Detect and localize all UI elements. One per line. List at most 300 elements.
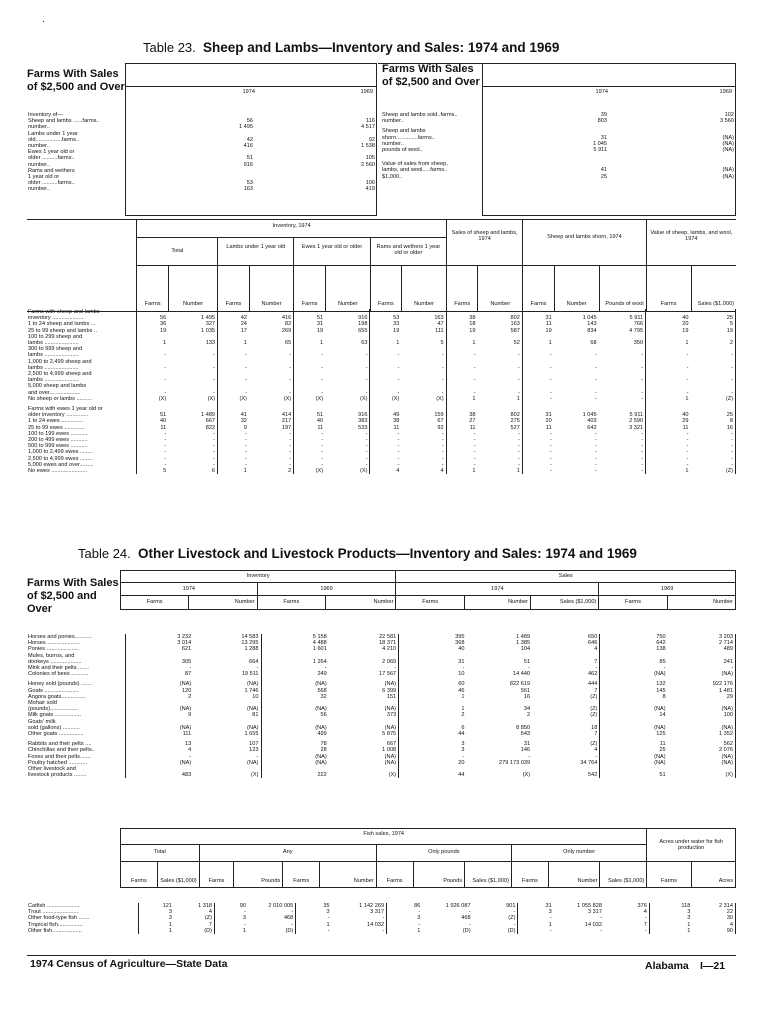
cell-value: - [289, 352, 292, 359]
hdr24-sales-1969: 1969 [599, 583, 736, 596]
cell-value: 444 [588, 681, 598, 688]
cell-value: 1 926 087 [445, 903, 471, 909]
cell-value: 1 [370, 340, 401, 346]
fish-hdr-sales: Sales ($1,000) [157, 862, 199, 888]
cell-value: 53 [370, 315, 401, 321]
cell-value: - [294, 456, 325, 462]
fish-hdr-only-number: Only number [511, 845, 646, 862]
cell-value: - [646, 462, 691, 468]
cell-value: - [294, 449, 325, 455]
cell-value: - [641, 352, 644, 359]
cell-value: 7 [594, 658, 598, 665]
cell-value: - [291, 921, 294, 928]
cell-value: 107 [249, 741, 259, 748]
cell-value: (X) [436, 395, 444, 402]
cell-value: 4 210 [382, 646, 397, 653]
fish-header [120, 828, 736, 888]
cell-value: - [600, 665, 668, 671]
cell-value: 4 [208, 909, 213, 916]
cell-value: 667 [386, 741, 397, 748]
cell-value: 642 [587, 424, 597, 431]
cell-value: 28 [261, 747, 329, 753]
cell-value: (NA) [261, 754, 329, 760]
cell-value: 3 317 [370, 909, 385, 916]
row-label: older ..........farms.. [28, 155, 75, 162]
cell-value: 143 [587, 321, 597, 328]
hdr-sales-sheep: Sales of sheep and lambs, 1974 [447, 220, 523, 266]
cell-value: - [522, 377, 553, 383]
cell-value: - [594, 389, 597, 396]
hdr-value: Value of sheep, lambs, and wool, 1974 [646, 220, 736, 266]
cell-value: - [690, 377, 735, 383]
cell-value: 92 [368, 136, 375, 143]
row-label: Farms with ewes 1 year old or [28, 406, 103, 413]
row-label: No sheep or lambs .......... [28, 395, 93, 402]
cell-value: - [646, 390, 691, 396]
cell-value: 376 [637, 903, 647, 909]
cell-value: 9 [218, 425, 249, 431]
cell-value: - [513, 921, 516, 928]
cell-value: - [289, 461, 292, 468]
cell-value: - [668, 665, 736, 671]
table23-sales-table [381, 112, 736, 180]
footer-page-number: I—21 [700, 960, 726, 972]
cell-value: 4 [692, 922, 735, 928]
cell-value: 922 176 [668, 681, 736, 687]
cell-value: 2 590 [629, 418, 644, 425]
cell-value: 2 560 [361, 161, 375, 168]
cell-value: 38 [446, 315, 477, 321]
cell-value: 8 [690, 418, 735, 424]
cell-value: - [522, 456, 553, 462]
cell-value: (X) [294, 468, 325, 474]
cell-value: 67 [437, 418, 444, 425]
hdr-farms: Farms [294, 266, 325, 312]
cell-value: 3 [649, 915, 692, 921]
footer-rule [27, 955, 736, 956]
cell-value: 5 [440, 340, 444, 347]
cell-value: - [641, 468, 644, 475]
fish-hdr-sales: Fish sales, 1974 [121, 829, 647, 845]
cell-value: 1 746 [244, 687, 259, 694]
cell-value: 40 [294, 418, 325, 424]
cell-value: 4 [643, 909, 647, 916]
cell-value: - [446, 365, 477, 371]
cell-value: 4 517 [361, 124, 375, 131]
row-label: Rabbits and their pelts .... [28, 741, 92, 748]
row-label: Farms with sheep and lambs [28, 309, 100, 315]
cell-value: - [289, 437, 292, 444]
row-label: No ewes ....................... [28, 468, 88, 475]
cell-value: 30 [692, 915, 735, 921]
cell-value: (NA) [261, 706, 329, 712]
cell-value: (X) [668, 772, 736, 778]
row-label: Mohair sold [28, 700, 57, 707]
cell-value: - [370, 443, 401, 449]
cell-value: - [125, 754, 193, 760]
table23-inventory-divider [125, 86, 377, 87]
row-label: number.. [28, 143, 50, 150]
cell-value: (NA) [668, 706, 736, 712]
cell-value: (NA) [722, 134, 734, 141]
row-label: Mink and their pelts ....... [28, 665, 89, 672]
cell-value: 650 [588, 634, 598, 640]
cell-value: - [641, 395, 644, 402]
row-label: Foxes and their pelts....... [28, 753, 91, 760]
cell-value: (D) [204, 927, 213, 934]
hdr24-inv-1974: 1974 [121, 583, 258, 596]
cell-value: 19 511 [241, 671, 259, 678]
cell-value: 19 [370, 328, 401, 334]
cell-value: 750 [600, 634, 668, 640]
cell-value: 3 317 [587, 909, 602, 916]
cell-value: 249 [261, 671, 329, 677]
cell-value: 6 [211, 468, 216, 475]
cell-value: (NA) [125, 725, 193, 731]
cell-value: - [441, 389, 444, 396]
cell-value: 42 [125, 137, 255, 143]
cell-value: 3 232 [125, 634, 193, 640]
cell-value: 10 [399, 671, 467, 677]
cell-value: (NA) [261, 760, 329, 766]
cell-value: - [213, 443, 216, 450]
cell-value: - [256, 665, 259, 672]
cell-value: - [522, 390, 553, 396]
table23-year-1974-left: 1974 [242, 89, 255, 95]
cell-value: - [218, 352, 249, 358]
hdr-shorn: Sheep and lambs shorn, 1974 [523, 220, 646, 266]
cell-value: 1 035 [201, 327, 216, 334]
cell-value: 42 [218, 315, 249, 321]
cell-value: 483 [125, 772, 193, 778]
cell-value: 19 [522, 328, 553, 334]
cell-value: - [446, 352, 477, 358]
cell-value: - [213, 430, 216, 437]
row-label: number.. [28, 186, 50, 193]
cell-value: 78 [261, 741, 329, 747]
cell-value: 468 [283, 915, 294, 922]
cell-value: - [690, 431, 735, 437]
cell-value: 63 [361, 340, 368, 347]
cell-value: (NA) [384, 759, 397, 766]
cell-value: - [218, 377, 249, 383]
cell-value: 51 [294, 412, 325, 418]
cell-value: 1 [446, 340, 477, 346]
cell-value: - [370, 365, 401, 371]
cell-value: - [446, 462, 477, 468]
cell-value: - [213, 455, 216, 462]
cell-value: - [646, 352, 691, 358]
table-row [27, 468, 736, 474]
cell-value: - [218, 431, 249, 437]
row-label: Goats ...................... [28, 687, 79, 694]
cell-value: 125 [600, 731, 668, 737]
cell-value: 198 [358, 321, 368, 328]
row-label: Catfish ..................... [28, 903, 80, 909]
cell-value: 3 014 [125, 640, 193, 646]
cell-value: 87 [125, 671, 193, 677]
hdr-farms: Farms [523, 266, 554, 312]
cell-value: 1 [387, 928, 423, 934]
cell-value: 916 [358, 412, 368, 419]
cell-value: 3 [649, 909, 692, 915]
cell-value: 4 488 [261, 640, 329, 646]
cell-value: 19 [137, 328, 168, 334]
table24-heading: Other Livestock and Livestock Products—Inventory and Sales: 1974 and 1969 [138, 546, 637, 561]
cell-value: 14 [600, 712, 668, 718]
table24-stub: Farms With Sales of $2,500 and Over [27, 577, 119, 615]
row-label: Rams and wethers [28, 167, 75, 174]
cell-value: 35 [296, 903, 332, 909]
row-label: 1,000 to 2,499 sheep and [28, 358, 92, 365]
cell-value: (NA) [384, 724, 397, 731]
cell-value: - [517, 437, 520, 444]
cell-value: - [600, 927, 602, 934]
cell-value: 1 495 [201, 315, 216, 322]
cell-value: 16 [690, 425, 735, 431]
table23-stub-left: Farms With Sales of $2,500 and Over [27, 68, 125, 93]
cell-value: - [289, 430, 292, 437]
cell-value: 56 [261, 712, 329, 718]
row-label: 500 to 999 ewes ........... [28, 443, 88, 450]
cell-value: - [215, 922, 248, 928]
cell-value: - [446, 456, 477, 462]
cell-value: - [441, 377, 444, 384]
cell-value: 621 [125, 646, 193, 652]
cell-value: 33 [370, 321, 401, 327]
table23-inventory-table [27, 112, 377, 193]
cell-value: - [518, 928, 554, 934]
row-label: Sheep and lambs sold..farms.. [382, 112, 458, 118]
cell-value: - [370, 431, 401, 437]
cell-value: 414 [281, 412, 292, 419]
cell-value: - [137, 449, 168, 455]
cell-value: 5 158 [261, 634, 329, 640]
cell-value: - [387, 909, 423, 915]
cell-value: 29 [668, 694, 736, 700]
cell-value: - [690, 443, 735, 449]
cell-value: (NA) [125, 760, 193, 766]
cell-value: 3 [138, 915, 174, 921]
fish-hdr-number: Number [548, 862, 600, 888]
cell-value: - [294, 390, 325, 396]
table-row [27, 186, 377, 192]
cell-value: 31 [523, 741, 531, 748]
cell-value: (X) [359, 468, 368, 475]
cell-value: 834 [587, 327, 597, 334]
cell-value: 279 173 039 [498, 759, 531, 766]
cell-value: - [441, 461, 444, 468]
cell-value: - [594, 437, 597, 444]
cell-value: 1 [218, 468, 249, 474]
cell-value: 51 [125, 155, 255, 161]
cell-value: 25 [600, 173, 607, 180]
cell-value: 5 911 [593, 147, 607, 154]
cell-value: - [690, 390, 735, 396]
cell-value: - [256, 753, 259, 760]
cell-value: 1 [137, 340, 168, 346]
footer-state: Alabama [645, 960, 689, 972]
cell-value: (NA) [600, 754, 668, 760]
cell-value: - [646, 437, 691, 443]
table24-label: Table 24. [78, 546, 131, 561]
cell-value: 655 [358, 327, 368, 334]
cell-value: 10 [252, 693, 259, 700]
cell-value: 34 764 [580, 759, 598, 766]
row-label: donkeys .................... [28, 658, 82, 665]
row-label: 1,000 to 2,499 ewes ........ [28, 449, 93, 456]
cell-value: 350 [633, 340, 644, 347]
cell-value: 51 [523, 658, 531, 665]
cell-value: (X) [359, 395, 368, 402]
row-label: Other goats ................ [28, 731, 84, 738]
cell-value: - [522, 352, 553, 358]
cell-value: - [518, 915, 554, 921]
cell-value: - [137, 390, 168, 396]
cell-value: - [594, 377, 597, 384]
table23-year-1969-left: 1969 [360, 89, 373, 95]
cell-value: (NA) [600, 760, 668, 766]
cell-value: 44 [399, 731, 467, 737]
cell-value: - [289, 364, 292, 371]
table23-sales-divider [482, 86, 736, 87]
cell-value: (X) [294, 396, 325, 402]
row-label: old.................farms.. [28, 136, 79, 143]
cell-value: 8 [600, 694, 668, 700]
hdr-rams: Rams and wethers 1 year old or older [370, 238, 446, 266]
cell-value: - [294, 352, 325, 358]
row-label: 100 to 199 ewes ........... [28, 430, 88, 437]
table-row [381, 174, 736, 180]
cell-value: - [399, 665, 467, 671]
cell-value: - [690, 456, 735, 462]
cell-value: - [517, 352, 520, 359]
hdr24-sales-1000: Sales ($1,000) [530, 596, 598, 610]
row-label: Inventory of— [28, 112, 63, 118]
row-label: 1 to 24 sheep and lambs ... [28, 321, 96, 328]
cell-value: 241 [668, 659, 736, 665]
cell-value: 1 489 [201, 412, 216, 419]
cell-value: - [517, 461, 520, 468]
table-row [27, 772, 736, 778]
table-row [27, 928, 736, 934]
cell-value: 116 [366, 118, 375, 125]
cell-value: 3 [215, 915, 248, 921]
hdr-farms: Farms [370, 266, 401, 312]
cell-value: - [370, 377, 401, 383]
cell-value: - [595, 753, 598, 760]
cell-value: - [370, 390, 401, 396]
cell-value: - [690, 365, 735, 371]
row-label: 1 to 24 ewes .............. [28, 418, 84, 425]
cell-value: (NA) [722, 167, 734, 174]
cell-value: 11 [522, 321, 553, 327]
row-label: number.. [382, 140, 404, 147]
cell-value: 269 [281, 327, 292, 334]
cell-value: 822 619 [509, 681, 531, 688]
cell-value: 1 264 [261, 659, 329, 665]
cell-value: - [294, 431, 325, 437]
hdr-farms: Farms [137, 266, 168, 312]
cell-value: 18 [591, 724, 598, 731]
cell-value: (Z) [590, 693, 598, 700]
row-label: older ..........farms.. [28, 180, 75, 187]
cell-value: 468 [461, 915, 471, 922]
cell-value: (NA) [668, 671, 736, 677]
cell-value: - [646, 431, 691, 437]
row-label: number.. [28, 124, 50, 131]
cell-value: - [365, 449, 368, 456]
cell-value: 305 [125, 659, 193, 665]
cell-value: (X) [283, 395, 292, 402]
fish-hdr-only-pounds: Only pounds [376, 845, 511, 862]
cell-value: - [594, 395, 597, 402]
cell-value: 1 [138, 922, 174, 928]
row-label: lambs, and wool.....farms.. [382, 167, 448, 174]
hdr24-number: Number [325, 596, 395, 610]
cell-value: - [646, 377, 691, 383]
cell-value: - [213, 364, 216, 371]
cell-value: 13 [125, 741, 193, 747]
cell-value: 47 [437, 321, 444, 328]
cell-value: - [399, 754, 467, 760]
cell-value: (NA) [722, 173, 734, 180]
cell-value: 197 [281, 424, 292, 431]
cell-value: 1 [446, 396, 477, 402]
cell-value: - [137, 443, 168, 449]
cell-value: 31 [522, 412, 553, 418]
cell-value: (D) [507, 927, 516, 934]
cell-value: - [641, 449, 644, 456]
cell-value: 92 [437, 424, 444, 431]
cell-value: 1 [215, 928, 248, 934]
cell-value: 14 032 [366, 921, 385, 928]
cell-value: - [291, 909, 294, 916]
cell-value: 1 318 [198, 903, 213, 909]
row-label: number.. [28, 161, 50, 168]
hdr-farms: Farms [447, 266, 478, 312]
table23-stub-right: Farms With Sales of $2,500 and Over [382, 63, 480, 88]
cell-value: - [522, 396, 553, 402]
row-label: livestock products ........ [28, 772, 87, 779]
cell-value: 38 [446, 412, 477, 418]
row-label: 5,000 ewes and over......... [28, 461, 94, 468]
cell-value: 14 032 [584, 921, 602, 928]
row-label: 1 year old or [28, 174, 60, 181]
cell-value: - [517, 389, 520, 396]
cell-value: 1 655 [244, 731, 259, 738]
table23-title [143, 40, 559, 55]
cell-value: 1 [646, 340, 691, 346]
cell-value: - [218, 456, 249, 462]
cell-value: 2 [288, 468, 292, 475]
cell-value: (Z) [204, 915, 213, 922]
fish-hdr-farms: Farms [199, 862, 233, 888]
cell-value: 31 [399, 659, 467, 665]
cell-value: 1 [446, 468, 477, 474]
hdr-number: Number [249, 266, 294, 312]
row-label: Other fish................... [28, 927, 82, 934]
hdr-inventory-1974: Inventory, 1974 [137, 220, 447, 238]
cell-value: - [522, 462, 553, 468]
cell-value: 527 [510, 424, 520, 431]
fish-hdr-farms: Farms [511, 862, 548, 888]
row-label: 200 to 499 ewes ........... [28, 437, 88, 444]
cell-value: (NA) [247, 681, 259, 688]
cell-value: - [641, 437, 644, 444]
row-label: 25 to 99 ewes ............. [28, 424, 85, 431]
cell-value: 1 [516, 468, 520, 475]
